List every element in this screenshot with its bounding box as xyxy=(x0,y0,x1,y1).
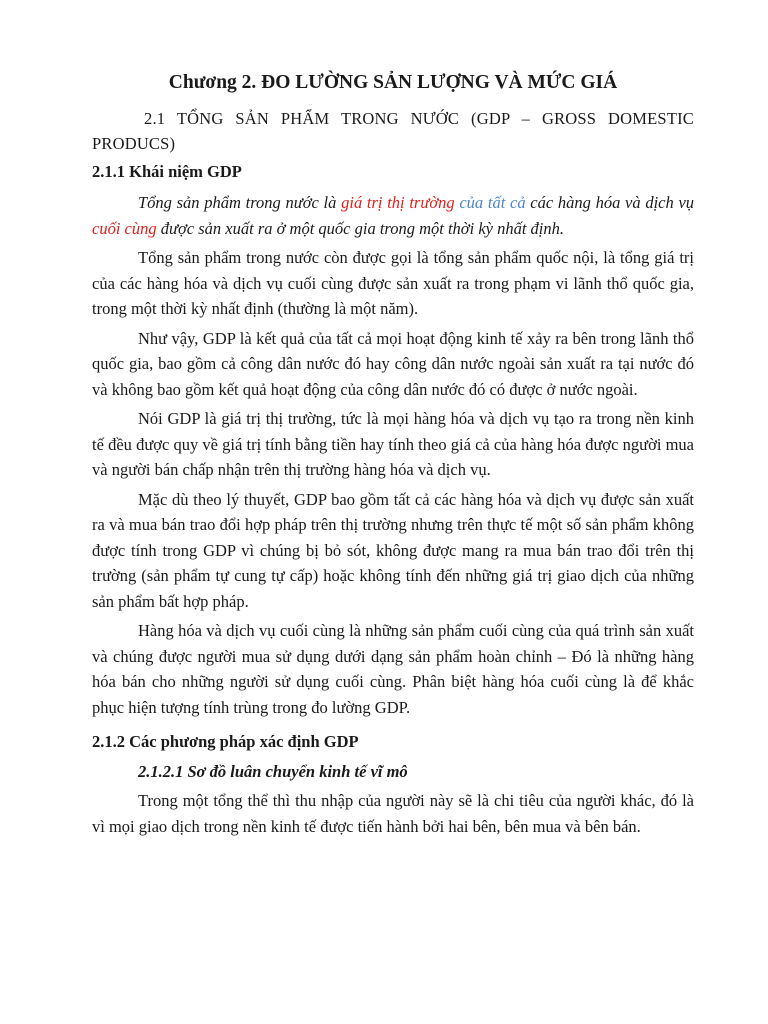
paragraph: Nói GDP là giá trị thị trường, tức là mọi hàng hóa và dịch vụ tạo ra trong nền kinh tế đều được quy về giá trị tính bằng tiền hay tính theo giá cả của hàng hóa được người mua và người bán chấp nhận trên thị trường hàng hóa và dịch vụ. xyxy=(92,409,694,479)
subsubsection-title-circular-flow: 2.1.2.1 Sơ đồ luân chuyển kinh tế vĩ mô xyxy=(138,762,408,781)
definition-text: Tổng sản phẩm trong nước là xyxy=(138,193,342,212)
highlight-final: cuối cùng xyxy=(92,218,157,238)
paragraph: Như vậy, GDP là kết quả của tất cả mọi hoạt động kinh tế xảy ra bên trong lãnh thổ quốc gia, bao gồm cả công dân nước đó hay công dân nước ngoài sản xuất ra tại nước đó và không bao gồm kết quả hoạt động của công dân nước đó có được ở nước ngoài. xyxy=(92,328,694,399)
paragraph: Mặc dù theo lý thuyết, GDP bao gồm tất cả các hàng hóa và dịch vụ được sản xuất ra và mua bán trao đổi hợp pháp trên thị trường nhưng trên thực tế một số sản phẩm không được tính trong GDP vì chúng bị bỏ sót, không được mang ra mua bán trao đổi trên thị trường (sản phẩm tự cung tự cấp) hoặc không tính đến những giá trị giao dịch của những sản phẩm bất hợp pháp. xyxy=(92,489,694,611)
highlight-market-value: giá trị thị trường xyxy=(341,193,455,212)
subsection-title-gdp-concept: 2.1.1 Khái niệm GDP xyxy=(92,162,242,181)
subsection-title-gdp-methods: 2.1.2 Các phương pháp xác định GDP xyxy=(92,732,359,751)
paragraph: Tổng sản phẩm trong nước còn được gọi là tổng sản phẩm quốc nội, là tổng giá trị của các hàng hóa và dịch vụ cuối cùng được sản xuất ra trong phạm vi lãnh thổ quốc gia, trong một thời kỳ nhất định (thường là một năm). xyxy=(92,248,694,318)
gdp-definition xyxy=(92,190,694,241)
highlight-all: của tất cả xyxy=(459,193,526,212)
paragraph: Trong một tổng thể thì thu nhập của người này sẽ là chi tiêu của người khác, đó là vì mọi giao dịch trong nền kinh tế được tiến hành bởi hai bên, bên mua và bên bán. xyxy=(92,791,694,836)
paragraph: Hàng hóa và dịch vụ cuối cùng là những sản phẩm cuối cùng của quá trình sản xuất và chúng được người mua sử dụng dưới dạng sản phẩm hoàn chỉnh – Đó là những hàng hóa bán cho những người sử dụng cuối cùng. Phân biệt hàng hóa cuối cùng là để khắc phục hiện tượng tính trùng trong đo lường GDP. xyxy=(92,621,694,717)
definition-text: được sản xuất ra ở một quốc gia trong một thời kỳ nhất định. xyxy=(156,218,565,238)
chapter-title: Chương 2. ĐO LƯỜNG SẢN LƯỢNG VÀ MỨC GIÁ xyxy=(168,72,618,93)
definition-text: các hàng hóa và dịch vụ xyxy=(525,193,695,212)
section-title: 2.1 TỔNG SẢN PHẨM TRONG NƯỚC (GDP – GROSS DOMESTIC PRODUCS) xyxy=(92,109,694,153)
